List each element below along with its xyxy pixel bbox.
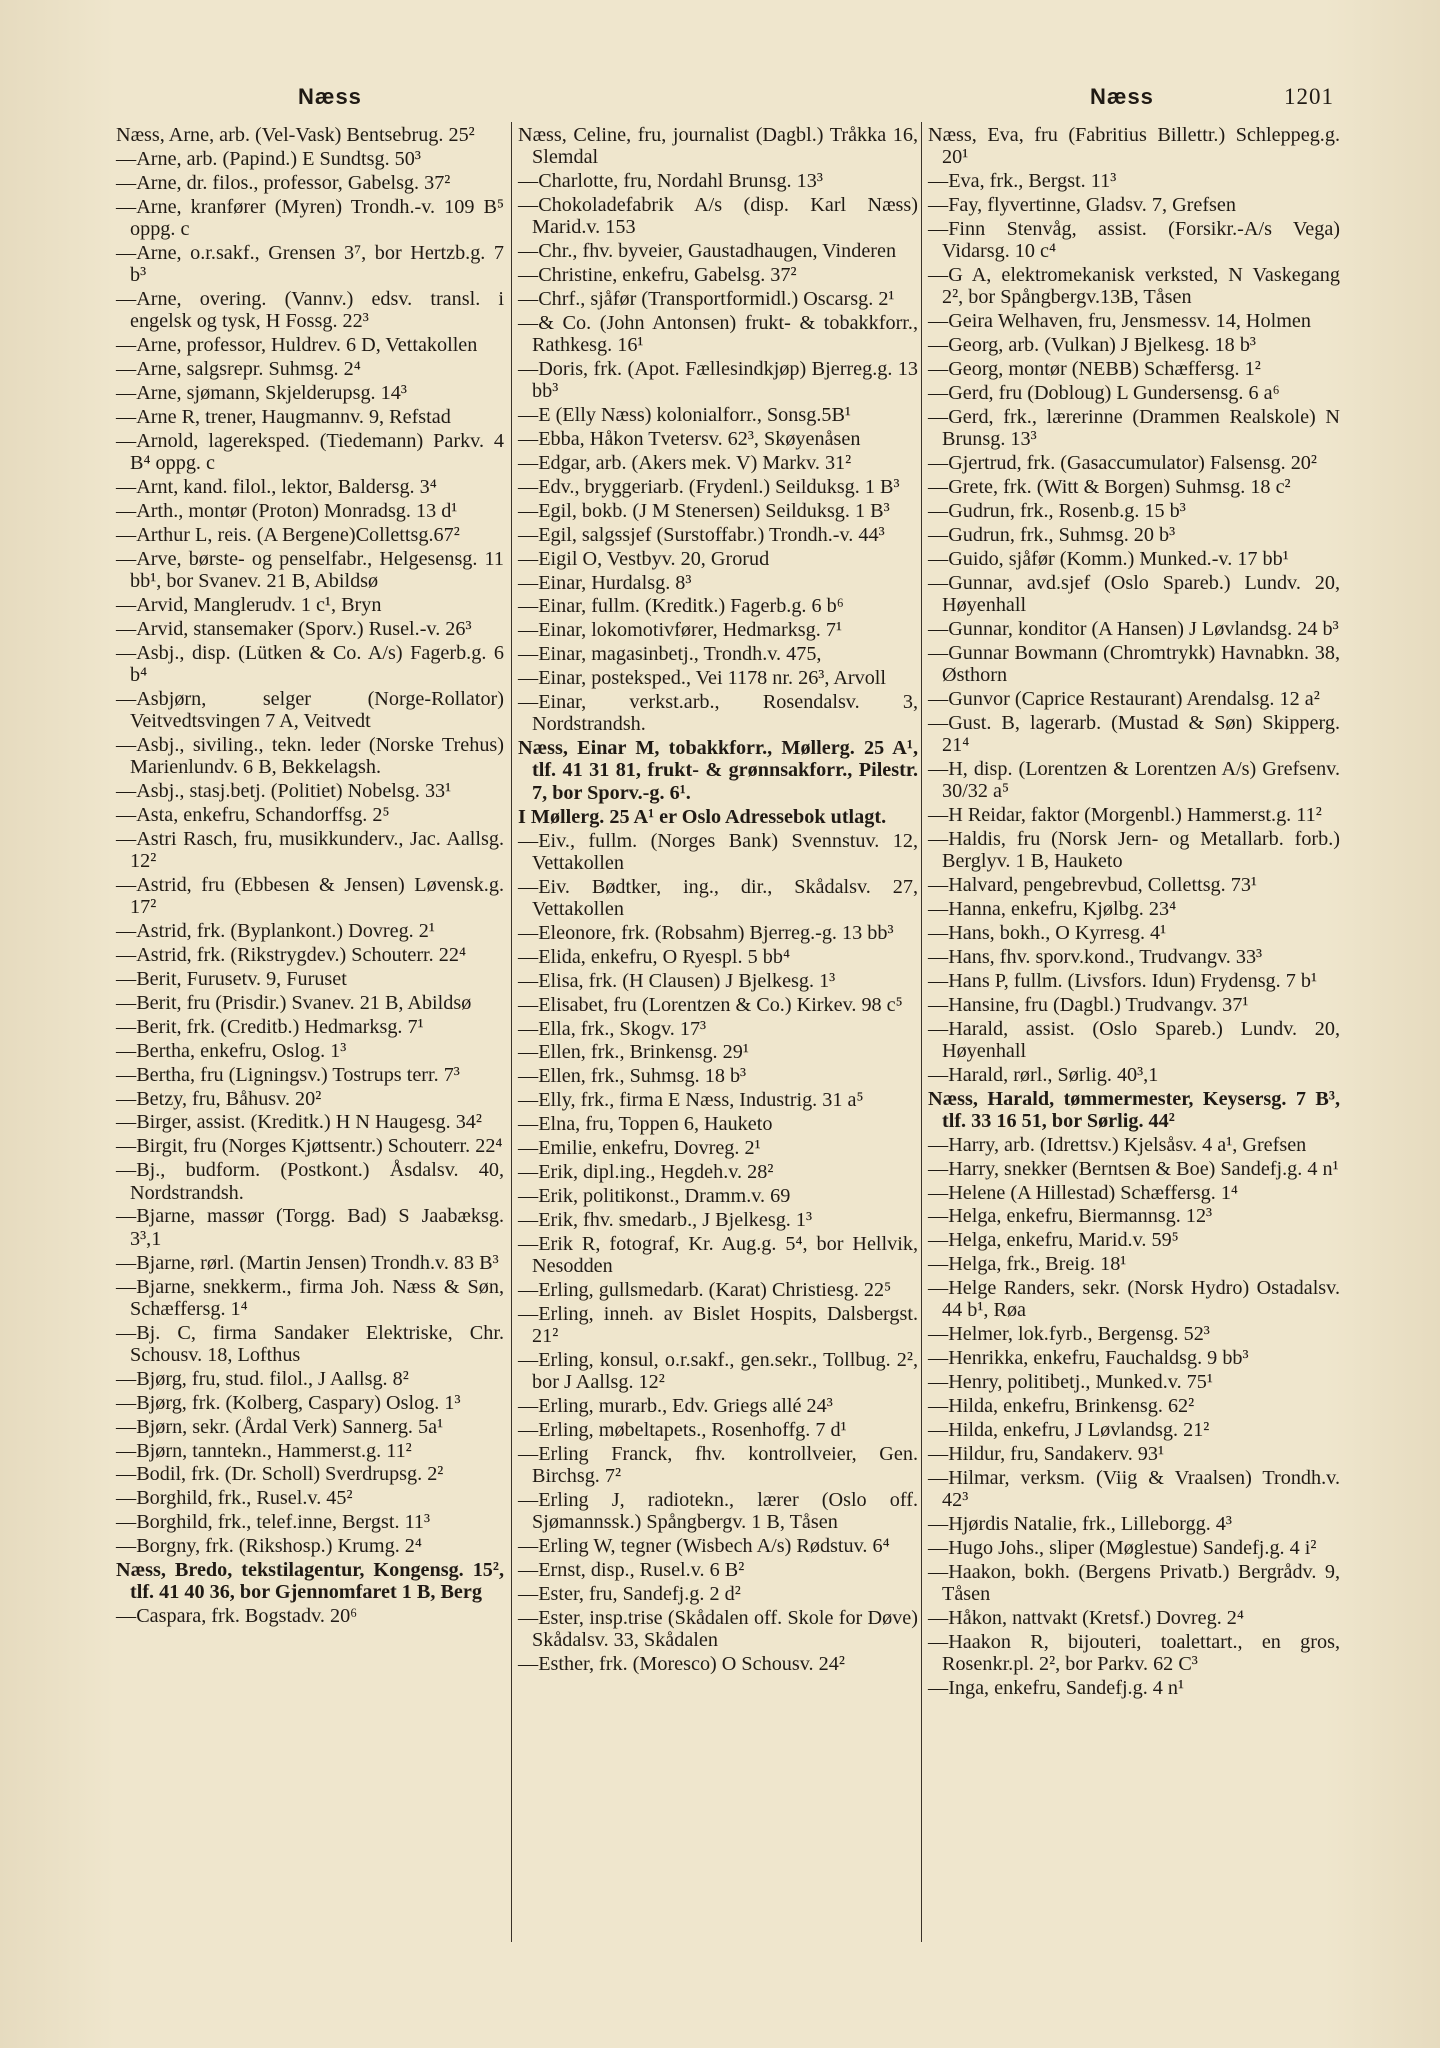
directory-entry: —Erling, konsul, o.r.sakf., gen.sekr., Tollbug. 2², bor J Aallsg. 12² xyxy=(518,1348,918,1394)
directory-entry: —Bjørn, sekr. (Årdal Verk) Sannerg. 5a¹ xyxy=(116,1415,444,1438)
directory-entry: —Eva, frk., Bergst. 11³ xyxy=(928,170,1117,193)
directory-entry: —Arne, sjømann, Skjelderupsg. 14³ xyxy=(116,382,407,405)
directory-entry: —Gunnar, konditor (A Hansen) J Løvlandsg. 24 b³ xyxy=(928,617,1339,640)
directory-entry: —Haakon, bokh. (Bergens Privatb.) Bergrådv. 9, Tåsen xyxy=(928,1560,1340,1605)
directory-entry: —Arve, børste- og penselfabr., Helgesensg. 11 bb¹, bor Svanev. 21 B, Abildsø xyxy=(116,547,504,592)
directory-entry: —Bjarne, snekkerm., firma Joh. Næss & Søn, Schæffersg. 1⁴ xyxy=(116,1275,504,1320)
directory-entry: —Einar, magasinbetj., Trondh.v. 475, xyxy=(518,643,822,666)
directory-entry: Næss, Celine, fru, journalist (Dagbl.) Tråkka 16, Slemdal xyxy=(518,124,918,169)
directory-entry: —Ernst, disp., Rusel.v. 6 B² xyxy=(518,1559,745,1582)
directory-entry: —Hans, bokh., O Kyrresg. 4¹ xyxy=(928,921,1167,944)
directory-entry: Næss, Einar M, tobakkforr., Møllerg. 25 A¹, tlf. 41 31 81, frukt- & grønnsakforr., Pilestr. 7, bor Sporv.-g. 6¹. xyxy=(518,737,918,804)
directory-entry: —Harry, arb. (Idrettsv.) Kjelsåsv. 4 a¹, Grefsen xyxy=(928,1133,1307,1156)
directory-entry: —Berit, Furusetv. 9, Furuset xyxy=(116,968,347,991)
directory-entry: —Chr., fhv. byveier, Gaustadhaugen, Vinderen xyxy=(518,240,897,263)
directory-entry: —Astrid, frk. (Rikstrygdev.) Schouterr. 22⁴ xyxy=(116,944,466,967)
running-header-left: Næss xyxy=(298,84,362,109)
directory-entry: —Gudrun, frk., Rosenb.g. 15 b³ xyxy=(928,499,1186,522)
directory-entry: —Grete, frk. (Witt & Borgen) Suhmsg. 18 c² xyxy=(928,475,1291,498)
directory-entry: —Borghild, frk., Rusel.v. 45² xyxy=(116,1487,353,1510)
page-number: 1201 xyxy=(1284,84,1334,109)
directory-entry: Næss, Harald, tømmermester, Keysersg. 7 B³, tlf. 33 16 51, bor Sørlig. 44² xyxy=(928,1087,1340,1132)
directory-entry: —Ester, insp.trise (Skådalen off. Skole for Døve) Skådalsv. 33, Skådalen xyxy=(518,1606,918,1652)
directory-entry: —Elna, fru, Toppen 6, Hauketo xyxy=(518,1113,773,1136)
directory-entry: —Harald, assist. (Oslo Spareb.) Lundv. 20, Høyenhall xyxy=(928,1017,1340,1062)
directory-entry: —Gjertrud, frk. (Gasaccumulator) Falsensg. 20² xyxy=(928,452,1317,475)
directory-entry: —Arthur L, reis. (A Bergene)Collettsg.67² xyxy=(116,523,460,546)
directory-entry: —Edgar, arb. (Akers mek. V) Markv. 31² xyxy=(518,452,852,475)
directory-entry: —Ellen, frk., Suhmsg. 18 b³ xyxy=(518,1065,747,1088)
directory-entry: —Inga, enkefru, Sandefj.g. 4 n¹ xyxy=(928,1676,1185,1699)
directory-entry: —Arne, o.r.sakf., Grensen 3⁷, bor Hertzb.g. 7 b³ xyxy=(116,241,504,287)
directory-entry: —Eiv. Bødtker, ing., dir., Skådalsv. 27, Vettakollen xyxy=(518,875,918,921)
directory-entry: —Erik, fhv. smedarb., J Bjelkesg. 1³ xyxy=(518,1208,813,1231)
directory-entry: —Einar, fullm. (Kreditk.) Fagerb.g. 6 b⁶ xyxy=(518,595,844,618)
column-divider xyxy=(511,122,512,1942)
directory-entry: Næss, Bredo, tekstilagentur, Kongensg. 15², tlf. 41 40 36, bor Gjennomfaret 1 B, Berg xyxy=(116,1559,504,1604)
directory-entry: —Gudrun, frk., Suhmsg. 20 b³ xyxy=(928,523,1176,546)
directory-entry: —Einar, verkst.arb., Rosendalsv. 3, Nordstrandsh. xyxy=(518,691,918,736)
directory-entry: —Bjarne, rørl. (Martin Jensen) Trondh.v. 83 B³ xyxy=(116,1251,499,1274)
directory-entry: —Erling, inneh. av Bislet Hospits, Dalsbergst. 21² xyxy=(518,1302,918,1347)
directory-entry: —Arne R, trener, Haugmannv. 9, Refstad xyxy=(116,405,451,428)
directory-entry: —Bertha, fru (Ligningsv.) Tostrups terr. 7³ xyxy=(116,1063,460,1086)
directory-entry: —Gunvor (Caprice Restaurant) Arendalsg. 12 a² xyxy=(928,687,1320,710)
directory-entry: —Hilda, enkefru, J Løvlandsg. 21² xyxy=(928,1418,1210,1441)
directory-entry: —Einar, Hurdalsg. 8³ xyxy=(518,571,692,594)
directory-entry: —Håkon, nattvakt (Kretsf.) Dovreg. 2⁴ xyxy=(928,1606,1244,1629)
directory-entry: —Arvid, Manglerudv. 1 c¹, Bryn xyxy=(116,593,382,616)
directory-entry: —Gunnar Bowmann (Chromtrykk) Havnabkn. 38, Østhorn xyxy=(928,641,1340,686)
directory-entry: —E (Elly Næss) kolonialforr., Sonsg.5B¹ xyxy=(518,404,851,427)
directory-entry: —Helga, enkefru, Marid.v. 59⁵ xyxy=(928,1229,1179,1252)
directory-entry: —Hilda, enkefru, Brinkensg. 62² xyxy=(928,1394,1195,1417)
directory-entry: —& Co. (John Antonsen) frukt- & tobakkforr., Rathkesg. 16¹ xyxy=(518,311,918,357)
directory-entry: —Asbj., siviling., tekn. leder (Norske Trehus) Marienlundv. 6 B, Bekkelagsh. xyxy=(116,734,504,779)
directory-entry: —Arne, dr. filos., professor, Gabelsg. 37² xyxy=(116,171,451,194)
directory-entry: —Egil, salgssjef (Surstoffabr.) Trondh.-v. 44³ xyxy=(518,523,885,546)
directory-entry: —Haldis, fru (Norsk Jern- og Metallarb. forb.) Berglyv. 1 B, Hauketo xyxy=(928,827,1340,873)
directory-entry: —Bjarne, massør (Torgg. Bad) S Jaabæksg. 3³,1 xyxy=(116,1205,504,1250)
directory-entry: —Henrikka, enkefru, Fauchaldsg. 9 bb³ xyxy=(928,1347,1249,1370)
directory-entry: —Erik R, fotograf, Kr. Aug.g. 5⁴, bor Hellvik, Nesodden xyxy=(518,1232,918,1277)
directory-entry: —Bertha, enkefru, Oslog. 1³ xyxy=(116,1039,347,1062)
directory-entry: —Arne, salgsrepr. Suhmsg. 2⁴ xyxy=(116,358,361,381)
directory-entry: —Erling W, tegner (Wisbech A/s) Rødstuv. 6⁴ xyxy=(518,1535,890,1558)
directory-entry: —Borghild, frk., telef.inne, Bergst. 11³ xyxy=(116,1511,431,1534)
directory-entry: —Berit, frk. (Creditb.) Hedmarksg. 7¹ xyxy=(116,1015,424,1038)
directory-entry: —Chokoladefabrik A/s (disp. Karl Næss) Marid.v. 153 xyxy=(518,194,918,239)
directory-entry: —Helmer, lok.fyrb., Bergensg. 52³ xyxy=(928,1323,1210,1346)
directory-entry: —Bjørn, tanntekn., Hammerst.g. 11² xyxy=(116,1439,412,1462)
directory-entry: —Egil, bokb. (J M Stenersen) Seilduksg. 1 B³ xyxy=(518,499,890,522)
directory-entry: —Erling, murarb., Edv. Griegs allé 24³ xyxy=(518,1394,833,1417)
directory-entry: —Erik, politikonst., Dramm.v. 69 xyxy=(518,1184,791,1207)
directory-entry: —Hans, fhv. sporv.kond., Trudvangv. 33³ xyxy=(928,945,1263,968)
directory-entry: Næss, Eva, fru (Fabritius Billettr.) Schleppeg.g. 20¹ xyxy=(928,124,1340,169)
directory-entry: —Chrf., sjåfør (Transportformidl.) Oscarsg. 2¹ xyxy=(518,288,895,311)
directory-entry: —Ellen, frk., Brinkensg. 29¹ xyxy=(518,1041,749,1064)
directory-entry: —Bjørg, fru, stud. filol., J Aallsg. 8² xyxy=(116,1367,409,1390)
directory-entry: —Birger, assist. (Kreditk.) H N Haugesg. 34² xyxy=(116,1111,482,1134)
directory-entry: —Eigil O, Vestbyv. 20, Grorud xyxy=(518,547,770,570)
directory-entry: —Erling J, radiotekn., lærer (Oslo off. Sjømannssk.) Spångbergv. 1 B, Tåsen xyxy=(518,1488,918,1534)
directory-entry: —Erik, dipl.ing., Hegdeh.v. 28² xyxy=(518,1160,774,1183)
directory-entry: —Gerd, fru (Dobloug) L Gundersensg. 6 a⁶ xyxy=(928,382,1280,405)
directory-entry: —Erling Franck, fhv. kontrollveier, Gen. Birchsg. 7² xyxy=(518,1442,918,1488)
directory-entry: —Bj., budform. (Postkont.) Åsdalsv. 40, Nordstrandsh. xyxy=(116,1159,504,1204)
directory-entry: —Elida, enkefru, O Ryespl. 5 bb⁴ xyxy=(518,945,790,968)
directory-entry: —Betzy, fru, Båhusv. 20² xyxy=(116,1087,322,1110)
directory-entry: —Bodil, frk. (Dr. Scholl) Sverdrupsg. 2² xyxy=(116,1463,444,1486)
directory-entry: —Hildur, fru, Sandakerv. 93¹ xyxy=(928,1442,1165,1465)
directory-entry: —Finn Stenvåg, assist. (Forsikr.-A/s Vega) Vidarsg. 10 c⁴ xyxy=(928,217,1340,263)
directory-entry: —Gust. B, lagerarb. (Mustad & Søn) Skipperg. 21⁴ xyxy=(928,711,1340,756)
directory-entry: —Helga, enkefru, Biermannsg. 12³ xyxy=(928,1205,1213,1228)
directory-entry: —Haakon R, bijouteri, toalettart., en gros, Rosenkr.pl. 2², bor Parkv. 62 C³ xyxy=(928,1630,1340,1675)
directory-entry: —Hugo Johs., sliper (Møglestue) Sandefj.g. 4 i² xyxy=(928,1536,1317,1559)
directory-entry: —Edv., bryggeriarb. (Frydenl.) Seilduksg. 1 B³ xyxy=(518,475,900,498)
directory-entry: —Arne, arb. (Papind.) E Sundtsg. 50³ xyxy=(116,147,421,170)
directory-entry: —Esther, frk. (Moresco) O Schousv. 24² xyxy=(518,1652,845,1675)
directory-entry: —Hanna, enkefru, Kjølbg. 23⁴ xyxy=(928,898,1177,921)
directory-entry: —Erling, gullsmedarb. (Karat) Christiesg. 22⁵ xyxy=(518,1278,892,1301)
directory-entry: —Berit, fru (Prisdir.) Svanev. 21 B, Abildsø xyxy=(116,992,472,1015)
directory-entry: —H Reidar, faktor (Morgenbl.) Hammerst.g. 11² xyxy=(928,804,1322,827)
directory-entry: —Asbj., disp. (Lütken & Co. A/s) Fagerb.g. 6 b⁴ xyxy=(116,641,504,686)
directory-entry: —Asbjørn, selger (Norge-Rollator) Veitvedtsvingen 7 A, Veitvedt xyxy=(116,687,504,733)
directory-entry: —Astrid, frk. (Byplankont.) Dovreg. 2¹ xyxy=(116,920,435,943)
directory-entry: —Einar, posteksped., Vei 1178 nr. 26³, Arvoll xyxy=(518,667,887,690)
directory-entry: —Borgny, frk. (Rikshosp.) Krumg. 2⁴ xyxy=(116,1535,422,1558)
directory-entry: —Ebba, Håkon Tvetersv. 62³, Skøyenåsen xyxy=(518,428,861,451)
directory-entry: —Hjørdis Natalie, frk., Lilleborgg. 4³ xyxy=(928,1512,1232,1535)
directory-entry: —Henry, politibetj., Munked.v. 75¹ xyxy=(928,1371,1213,1394)
directory-entry: Næss, Arne, arb. (Vel-Vask) Bentsebrug. 25² xyxy=(116,124,475,146)
directory-entry: —Halvard, pengebrevbud, Collettsg. 73¹ xyxy=(928,874,1257,897)
directory-entry: —Arth., montør (Proton) Monradsg. 13 d¹ xyxy=(116,499,458,522)
directory-entry: —Elly, frk., firma E Næss, Industrig. 31 a⁵ xyxy=(518,1089,864,1112)
directory-entry: —Guido, sjåfør (Komm.) Munked.-v. 17 bb¹ xyxy=(928,547,1289,570)
directory-entry: —Arnt, kand. filol., lektor, Baldersg. 3⁴ xyxy=(116,475,437,498)
directory-entry: —G A, elektromekanisk verksted, N Vaskegang 2², bor Spångbergv.13B, Tåsen xyxy=(928,264,1340,309)
directory-entry: —Helene (A Hillestad) Schæffersg. 1⁴ xyxy=(928,1181,1238,1204)
directory-column-1 xyxy=(116,124,504,1629)
directory-entry: —Charlotte, fru, Nordahl Brunsg. 13³ xyxy=(518,170,823,193)
directory-entry: —Eleonore, frk. (Robsahm) Bjerreg.-g. 13 bb³ xyxy=(518,921,894,944)
directory-entry: —Erling, møbeltapets., Rosenhoffg. 7 d¹ xyxy=(518,1418,847,1441)
directory-entry: I Møllerg. 25 A¹ er Oslo Adressebok utlagt. xyxy=(518,805,887,828)
directory-entry: —Harald, rørl., Sørlig. 40³,1 xyxy=(928,1063,1159,1086)
directory-entry: —Bjørg, frk. (Kolberg, Caspary) Oslog. 1³ xyxy=(116,1391,461,1414)
directory-entry: —Arne, kranfører (Myren) Trondh.-v. 109 B⁵ oppg. c xyxy=(116,195,504,240)
directory-entry: —Birgit, fru (Norges Kjøttsentr.) Schouterr. 22⁴ xyxy=(116,1135,503,1158)
directory-entry: —Arvid, stansemaker (Sporv.) Rusel.-v. 26³ xyxy=(116,617,472,640)
directory-entry: —Hansine, fru (Dagbl.) Trudvangv. 37¹ xyxy=(928,993,1249,1016)
directory-entry: —Elisa, frk. (H Clausen) J Bjelkesg. 1³ xyxy=(518,969,836,992)
directory-entry: —Helge Randers, sekr. (Norsk Hydro) Ostadalsv. 44 b¹, Røa xyxy=(928,1277,1340,1322)
running-header-right: Næss xyxy=(1090,84,1154,109)
directory-entry: —Eiv., fullm. (Norges Bank) Svennstuv. 12, Vettakollen xyxy=(518,829,918,874)
directory-entry: —Arne, professor, Huldrev. 6 D, Vettakollen xyxy=(116,334,478,357)
directory-entry: —Hilmar, verksm. (Viig & Vraalsen) Trondh.v. 42³ xyxy=(928,1466,1340,1511)
directory-entry: —Ester, fru, Sandefj.g. 2 d² xyxy=(518,1582,741,1605)
directory-column-2 xyxy=(518,124,918,1677)
directory-entry: —Christine, enkefru, Gabelsg. 37² xyxy=(518,264,797,287)
directory-entry: —Georg, arb. (Vulkan) J Bjelkesg. 18 b³ xyxy=(928,334,1256,357)
directory-entry: —Asbj., stasj.betj. (Politiet) Nobelsg. 33¹ xyxy=(116,780,452,803)
directory-entry: —Elisabet, fru (Lorentzen & Co.) Kirkev. 98 c⁵ xyxy=(518,993,903,1016)
directory-entry: —Harry, snekker (Berntsen & Boe) Sandefj.g. 4 n¹ xyxy=(928,1157,1339,1180)
directory-entry: —Hans P, fullm. (Livsfors. Idun) Frydensg. 7 b¹ xyxy=(928,969,1318,992)
directory-column-3 xyxy=(928,124,1340,1701)
column-divider xyxy=(921,122,922,1942)
directory-entry: —Helga, frk., Breig. 18¹ xyxy=(928,1253,1127,1276)
directory-entry: —Georg, montør (NEBB) Schæffersg. 1² xyxy=(928,358,1261,381)
directory-entry: —Fay, flyvertinne, Gladsv. 7, Grefsen xyxy=(928,194,1236,217)
directory-entry: —Emilie, enkefru, Dovreg. 2¹ xyxy=(518,1136,761,1159)
directory-entry: —Astri Rasch, fru, musikkunderv., Jac. Aallsg. 12² xyxy=(116,827,504,873)
directory-entry: —Gerd, frk., lærerinne (Drammen Realskole) N Brunsg. 13³ xyxy=(928,405,1340,451)
directory-entry: —Geira Welhaven, fru, Jensmessv. 14, Holmen xyxy=(928,310,1311,333)
directory-entry: —Arnold, lagereksped. (Tiedemann) Parkv. 4 B⁴ oppg. c xyxy=(116,429,504,475)
directory-entry: —Asta, enkefru, Schandorffsg. 2⁵ xyxy=(116,804,390,827)
directory-entry: —Astrid, fru (Ebbesen & Jensen) Løvensk.g. 17² xyxy=(116,874,504,919)
directory-entry: —Arne, overing. (Vannv.) edsv. transl. i engelsk og tysk, H Fossg. 22³ xyxy=(116,288,504,333)
directory-entry: —Bj. C, firma Sandaker Elektriske, Chr. Schousv. 18, Lofthus xyxy=(116,1321,504,1366)
directory-entry: —Gunnar, avd.sjef (Oslo Spareb.) Lundv. 20, Høyenhall xyxy=(928,571,1340,616)
directory-entry: —Einar, lokomotivfører, Hedmarksg. 7¹ xyxy=(518,619,842,642)
directory-entry: —Ella, frk., Skogv. 17³ xyxy=(518,1017,707,1040)
directory-entry: —Doris, frk. (Apot. Fællesindkjøp) Bjerreg.g. 13 bb³ xyxy=(518,358,918,403)
directory-entry: —Caspara, frk. Bogstadv. 20⁶ xyxy=(116,1605,358,1628)
directory-entry: —H, disp. (Lorentzen & Lorentzen A/s) Grefsenv. 30/32 a⁵ xyxy=(928,757,1340,803)
